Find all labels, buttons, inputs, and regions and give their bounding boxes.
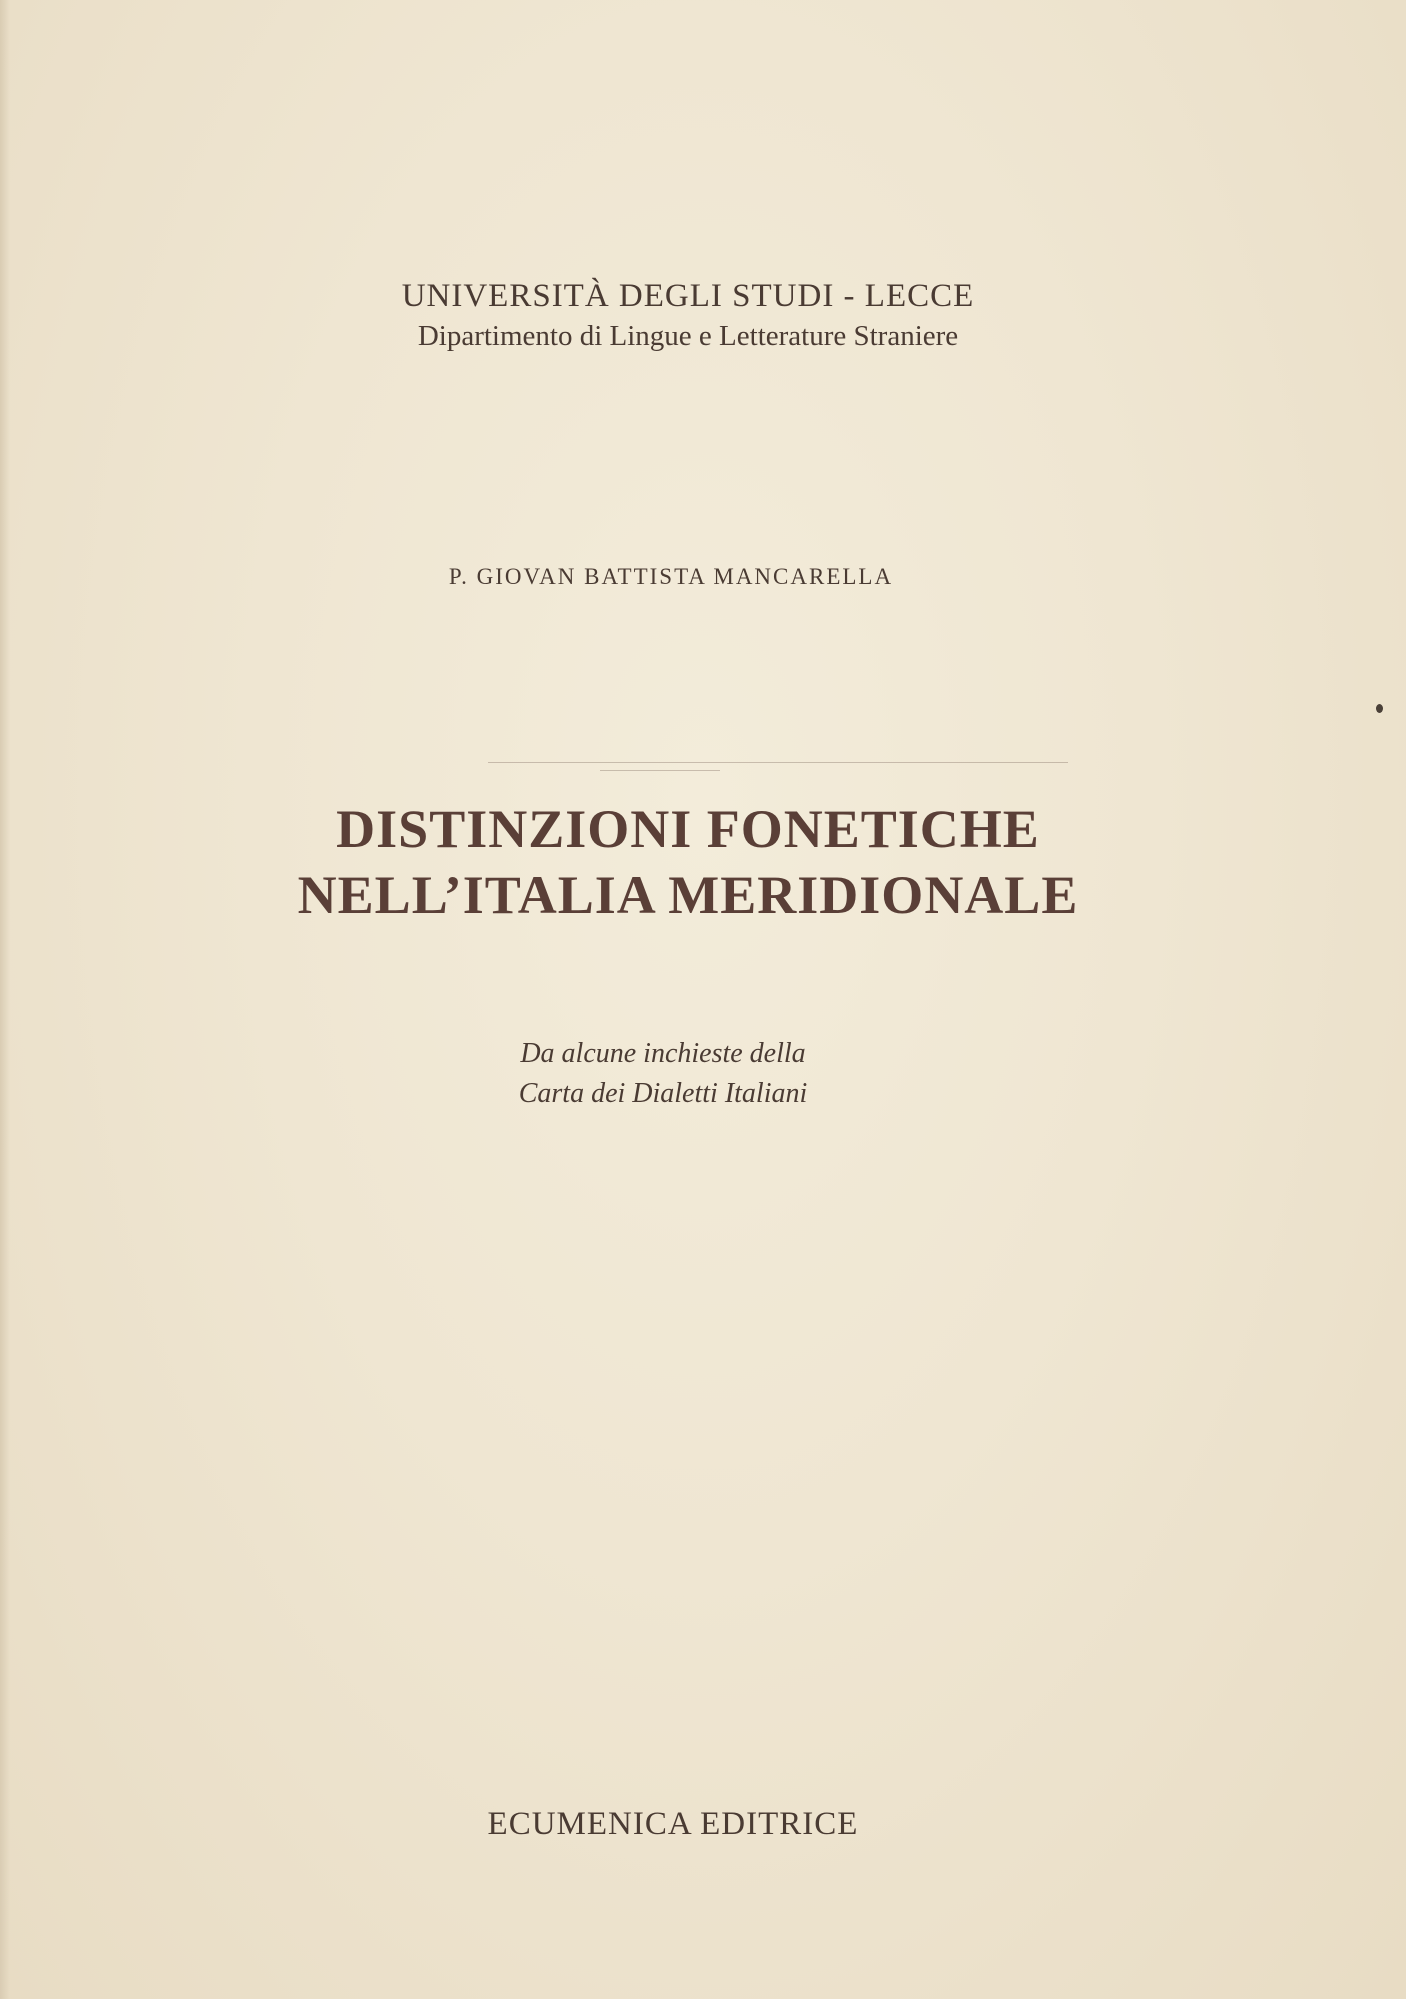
paper-scratch: [488, 762, 1068, 763]
paper-speck: [1376, 704, 1383, 713]
title-line-1: DISTINZIONI FONETICHE: [336, 799, 1040, 859]
author-name: P. GIOVAN BATTISTA MANCARELLA: [448, 564, 894, 589]
university-name: UNIVERSITÀ DEGLI STUDI - LECCE: [401, 278, 975, 314]
book-title: [0, 796, 1391, 928]
subtitle-line-1: Da alcune inchieste della: [520, 1038, 806, 1069]
title-line-2: NELL’ITALIA MERIDIONALE: [297, 865, 1079, 925]
subtitle-line-2: Carta dei Dialetti Italiani: [518, 1078, 808, 1109]
publisher-name: ECUMENICA EDITRICE: [487, 1806, 859, 1842]
book-subtitle: [0, 1034, 1366, 1114]
institution-header: [0, 276, 1406, 356]
department-name: Dipartimento di Lingue e Letterature Straniere: [417, 320, 959, 352]
paper-scratch: [600, 770, 720, 771]
